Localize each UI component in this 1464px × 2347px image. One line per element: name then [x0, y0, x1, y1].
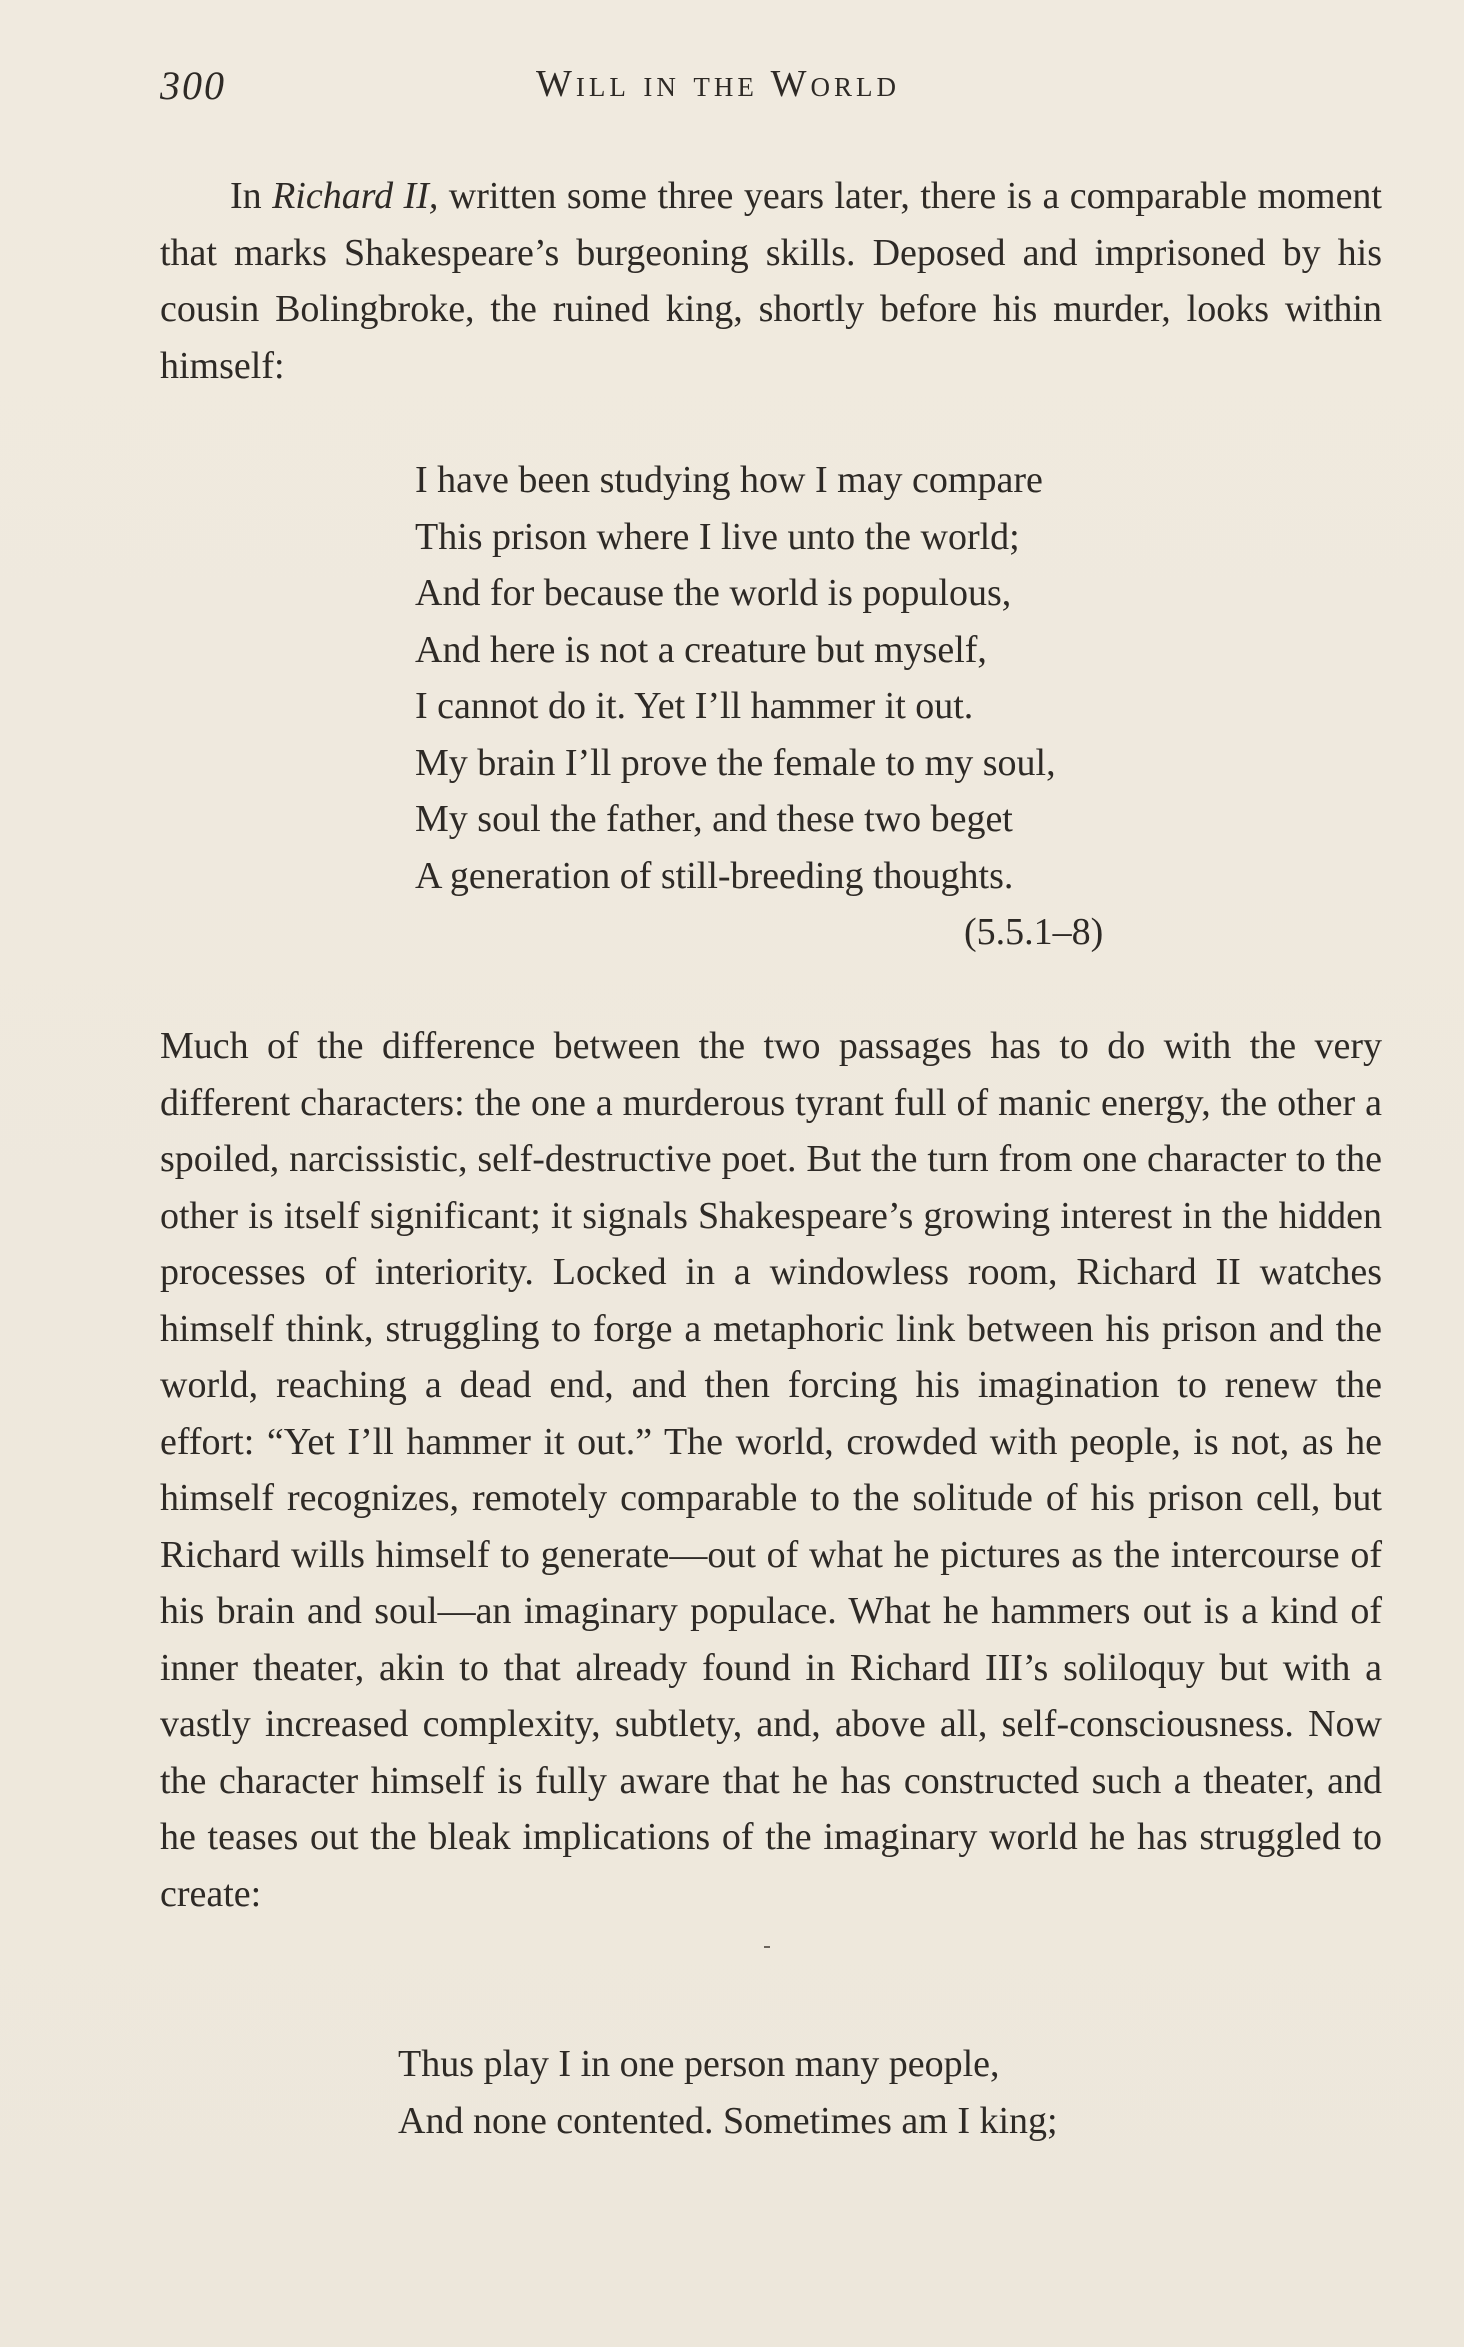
verse-quotation-2 [398, 2036, 1058, 2149]
verse-line: A generation of still-breeding thoughts. [415, 854, 1014, 897]
verse-quotation-1 [415, 452, 1056, 904]
page-number: 300 [160, 63, 226, 108]
verse-line: And none contented. Sometimes am I king; [398, 2099, 1058, 2142]
verse-line: This prison where I live unto the world; [415, 515, 1020, 558]
verse-citation: (5.5.1–8) [964, 911, 1104, 953]
paragraph-intro-prefix: In [230, 175, 273, 217]
paragraph-analysis: Much of the difference between the two passages has to do with the very different characters: the one a murderous tyrant full of manic energy, the other a spoiled, narcissistic, self-destructive poet. But the turn from one character to the other is itself significant; it signals Shakespeare’s growing interest in the hidden processes of interiority. Locked in a windowless room, Richard II watches himself think, struggling to forge a metaphoric link between his prison and the world, reaching a dead end, and then forcing his imagination to renew the effort: “Yet I’ll hammer it out.” The world, crowded with people, is not, as he himself recognizes, remotely comparable to the solitude of his prison cell, but Richard wills himself to generate—out of what he pictures as the intercourse of his brain and soul—an imaginary populace. What he hammers out is a kind of inner theater, akin to that already found in Richard III’s soliloquy but with a vastly increased complexity, subtlety, and, above all, self-consciousness. Now the character himself is fully aware that he has constructed such a theater, and he teases out the bleak implications of the imaginary world he has struggled to create: [160, 1025, 1382, 1915]
running-head [0, 62, 1464, 122]
stray-mark [764, 1946, 770, 1948]
verse-line: And for because the world is populous, [415, 572, 1012, 614]
verse-line: My soul the father, and these two beget [415, 798, 1013, 840]
paragraph-intro-text: written some three years later, there is a comparable moment that marks Shakespeare’s burgeoning skills. Deposed and imprisoned by his cousin Bolingbroke, the ruined king, shortly before his murder, looks within himself: [160, 175, 1382, 387]
verse-line: And here is not a creature but myself, [415, 628, 987, 671]
verse-line: My brain I’ll prove the female to my soul, [415, 741, 1056, 784]
play-title-italic: Richard II, [272, 175, 439, 217]
verse-line: I have been studying how I may compare [415, 459, 1043, 501]
verse-line: Thus play I in one person many people, [398, 2043, 1000, 2085]
running-title: Will in the World [536, 63, 900, 105]
verse-line: I cannot do it. Yet I’ll hammer it out. [415, 685, 974, 727]
paragraph-intro [160, 168, 1382, 394]
